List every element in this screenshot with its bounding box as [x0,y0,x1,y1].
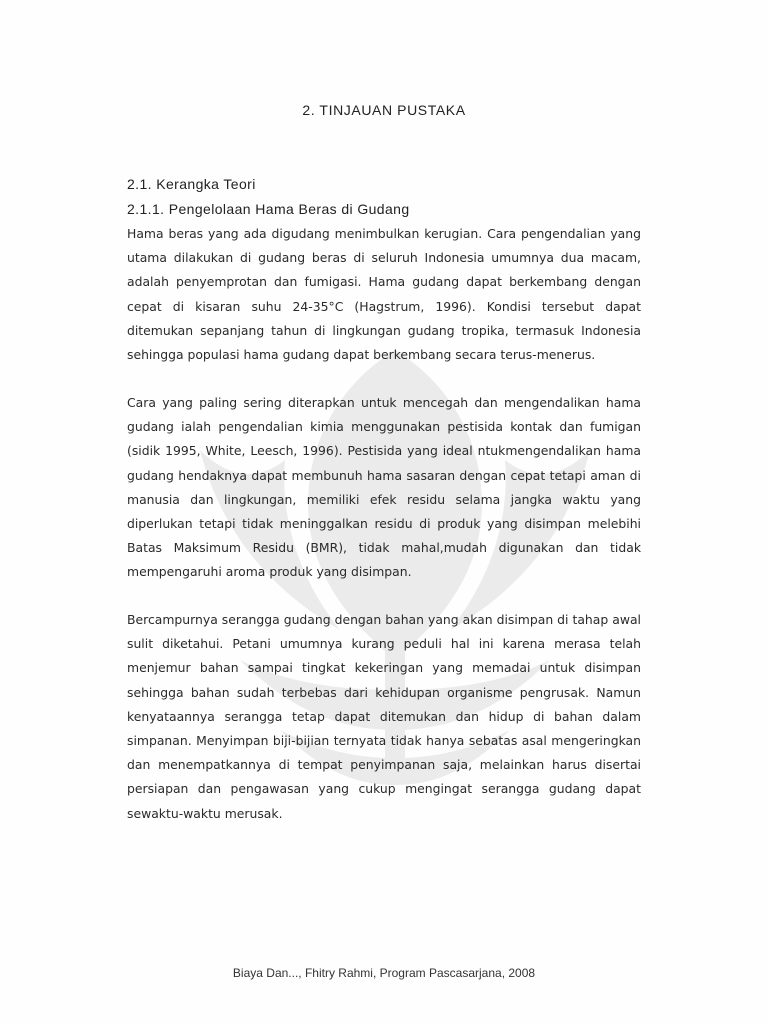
section-title: 2.1. Kerangka Teori [127,176,256,192]
subsection-title: 2.1.1. Pengelolaan Hama Beras di Gudang [127,201,410,217]
chapter-title: 2. TINJAUAN PUSTAKA [302,102,466,118]
paragraph-3: Bercampurnya serangga gudang dengan bahan yang akan disimpan di tahap awal sulit diketahui. Petani umumnya kurang peduli hal ini karena merasa telah menjemur bahan sampai tingkat kekeringan yang memadai untuk disimpan sehingga bahan sudah terbebas dari kehidupan organisme pengrusak. Namun kenyataannya serangga tetap dapat ditemukan dan hidup di bahan dalam simpanan. Menyimpan biji-bijian ternyata tidak hanya sebatas asal mengeringkan dan menempatkannya di tempat penyimpanan saja, melainkan harus disertai persiapan dan pengawasan yang cukup mengingat serangga gudang dapat sewaktu-waktu merusak. [127,612,641,821]
paragraph-2: Cara yang paling sering diterapkan untuk mencegah dan mengendalikan hama gudang ialah pengendalian kimia menggunakan pestisida kontak dan fumigan (sidik 1995, White, Leesch, 1996). Pestisida yang ideal ntukmengendalikan hama gudang hendaknya dapat membunuh hama sasaran dengan cepat tetapi aman di manusia dan lingkungan, memiliki efek residu selama jangka waktu yang diperlukan tetapi tidak meninggalkan residu di produk yang disimpan melebihi Batas Maksimum Residu (BMR), tidak mahal,mudah digunakan dan tidak mempengaruhi aroma produk yang disimpan. [127,395,641,580]
page-footer: Biaya Dan..., Fhitry Rahmi, Program Pascasarjana, 2008 [232,966,536,980]
paragraph-1: Hama beras yang ada digudang menimbulkan kerugian. Cara pengendalian yang utama dilakukan di gudang beras di seluruh Indonesia umumnya dua macam, adalah penyemprotan dan fumigasi. Hama gudang dapat berkembang dengan cepat di kisaran suhu 24-35°C (Hagstrum, 1996). Kondisi tersebut dapat ditemukan sepanjang tahun di lingkungan gudang tropika, termasuk Indonesia sehingga populasi hama gudang dapat berkembang secara terus-menerus. [127,226,641,363]
